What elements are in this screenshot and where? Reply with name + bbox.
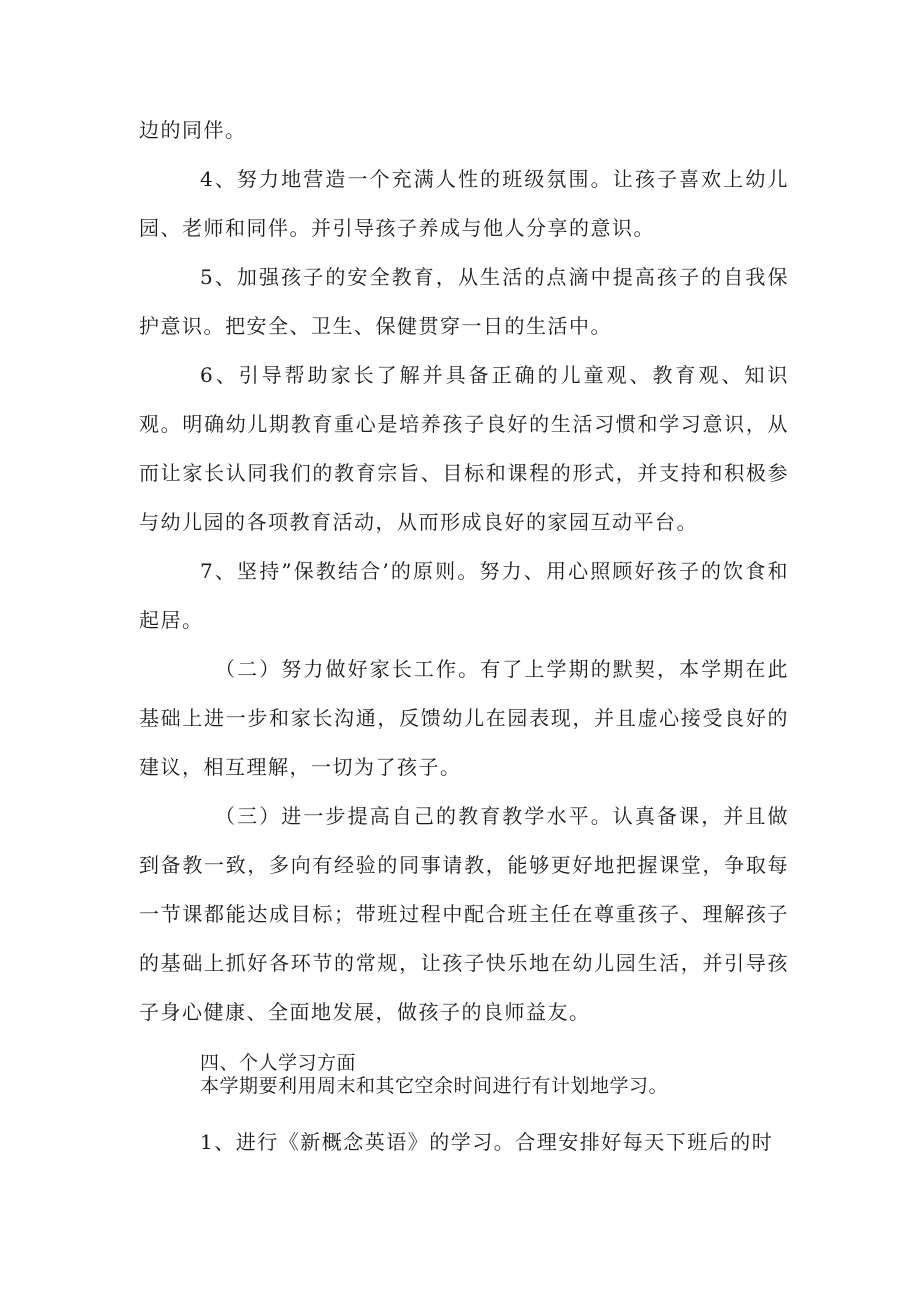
paragraph-teaching-level: （三）进一步提高自己的教育教学水平。认真备课，并且做到备教一致，多向有经验的同事请教，能够更好地把握课堂，争取每一节课都能达成目标；带班过程中配合班主任在尊重孩子、理解孩子的基础上抓好各环节的常规，让孩子快乐地在幼儿园生活，并引导孩子身心健康、全面地发展，做孩子的良师益友。 xyxy=(139,804,789,1024)
section-intro: 本学期要利用周末和其它空余时间进行有计划地学习。 xyxy=(200,1075,669,1097)
paragraph-parent-work: （二）努力做好家长工作。有了上学期的默契，本学期在此基础上进一步和家长沟通，反馈幼儿在园表现，并且虚心接受良好的建议，相互理解，一切为了孩子。 xyxy=(139,657,789,779)
section-heading: 四、个人学习方面 xyxy=(200,1052,357,1074)
paragraph-item-4: 4、努力地营造一个充满人性的班级氛围。让孩子喜欢上幼儿园、老师和同伴。并引导孩子养成与他人分享的意识。 xyxy=(139,167,789,240)
paragraph-item-7: 7、坚持”保教结合’的原则。努力、用心照顾好孩子的饮食和起居。 xyxy=(139,559,789,632)
paragraph-item-1: 1、进行《新概念英语》的学习。合理安排好每天下班后的时 xyxy=(200,1130,774,1154)
paragraph-continuation: 边的同伴。 xyxy=(139,118,247,142)
paragraph-item-5: 5、加强孩子的安全教育，从生活的点滴中提高孩子的自我保护意识。把安全、卫生、保健贯穿一日的生活中。 xyxy=(139,265,789,338)
paragraph-item-6: 6、引导帮助家长了解并具备正确的儿童观、教育观、知识观。明确幼儿期教育重心是培养孩子良好的生活习惯和学习意识，从而让家长认同我们的教育宗旨、目标和课程的形式，并支持和积极参与幼儿园的各项教育活动，从而形成良好的家园互动平台。 xyxy=(139,363,789,534)
